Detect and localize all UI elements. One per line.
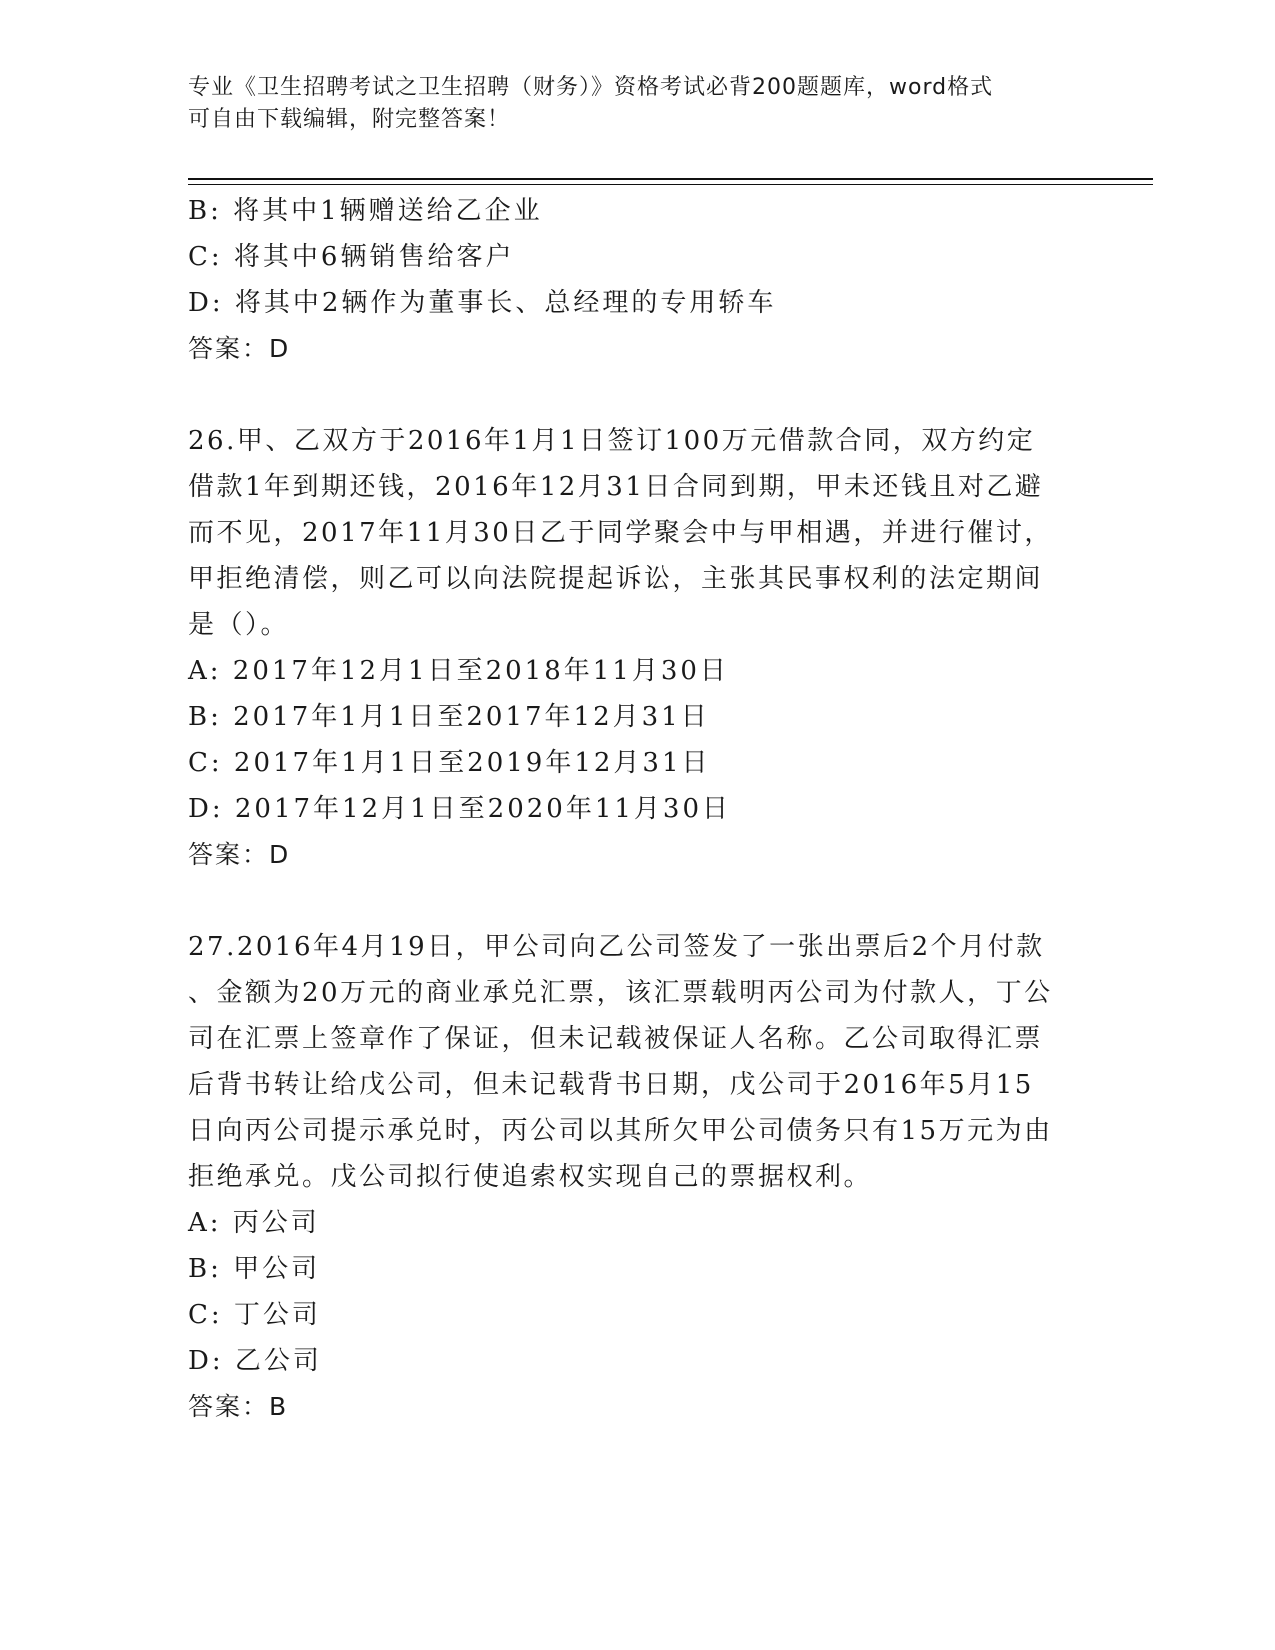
question-stem-line: 借款1年到期还钱，2016年12月31日合同到期，甲未还钱且对乙避 [188,472,1044,502]
header-divider-thick [188,178,1153,180]
question-stem-line: 拒绝承兑。戊公司拟行使追索权实现自己的票据权利。 [188,1162,873,1192]
document-header [188,72,1088,136]
document-body [188,188,1078,1430]
option-c: C: 将其中6辆销售给客户 [188,242,515,272]
question-stem-line: 司在汇票上签章作了保证，但未记载被保证人名称。乙公司取得汇票 [188,1024,1044,1054]
option-a: A: 2017年12月1日至2018年11月30日 [188,656,729,686]
answer-line: 答案：B [188,1392,289,1421]
answer-line: 答案：D [188,840,291,869]
option-c: C: 2017年1月1日至2019年12月31日 [188,748,711,778]
answer-line: 答案：D [188,334,291,363]
question-stem-line: 而不见，2017年11月30日乙于同学聚会中与甲相遇，并进行催讨， [188,518,1053,548]
option-b: B: 2017年1月1日至2017年12月31日 [188,702,710,732]
question-stem-line: 27.2016年4月19日，甲公司向乙公司签发了一张出票后2个月付款 [188,932,1045,962]
question-27 [188,924,1078,1430]
spacer [188,372,1078,418]
header-divider-thin [188,184,1153,185]
spacer [188,878,1078,924]
header-title-line-1: 专业《卫生招聘考试之卫生招聘（财务）》资格考试必背200题题库，word格式 [188,75,994,100]
header-title-line-2: 可自由下载编辑，附完整答案！ [188,107,511,132]
option-d: D: 乙公司 [188,1346,322,1376]
question-stem-line: 26.甲、乙双方于2016年1月1日签订100万元借款合同，双方约定 [188,426,1036,456]
option-a: A: 丙公司 [188,1208,320,1238]
question-stem-line: 甲拒绝清偿，则乙可以向法院提起诉讼，主张其民事权利的法定期间 [188,564,1044,594]
option-d: D: 2017年12月1日至2020年11月30日 [188,794,732,824]
option-b: B: 甲公司 [188,1254,321,1284]
option-d: D: 将其中2辆作为董事长、总经理的专用轿车 [188,288,777,318]
question-stem-line: 日向丙公司提示承兑时，丙公司以其所欠甲公司债务只有15万元为由 [188,1116,1053,1146]
question-25 [188,188,1078,372]
question-stem-line: 是（）。 [188,610,290,640]
question-stem-line: 、金额为20万元的商业承兑汇票，该汇票载明丙公司为付款人，丁公 [188,978,1053,1008]
question-26 [188,418,1078,878]
option-b: B: 将其中1辆赠送给乙企业 [188,196,543,226]
option-c: C: 丁公司 [188,1300,321,1330]
question-stem-line: 后背书转让给戊公司，但未记载背书日期，戊公司于2016年5月15 [188,1070,1034,1100]
